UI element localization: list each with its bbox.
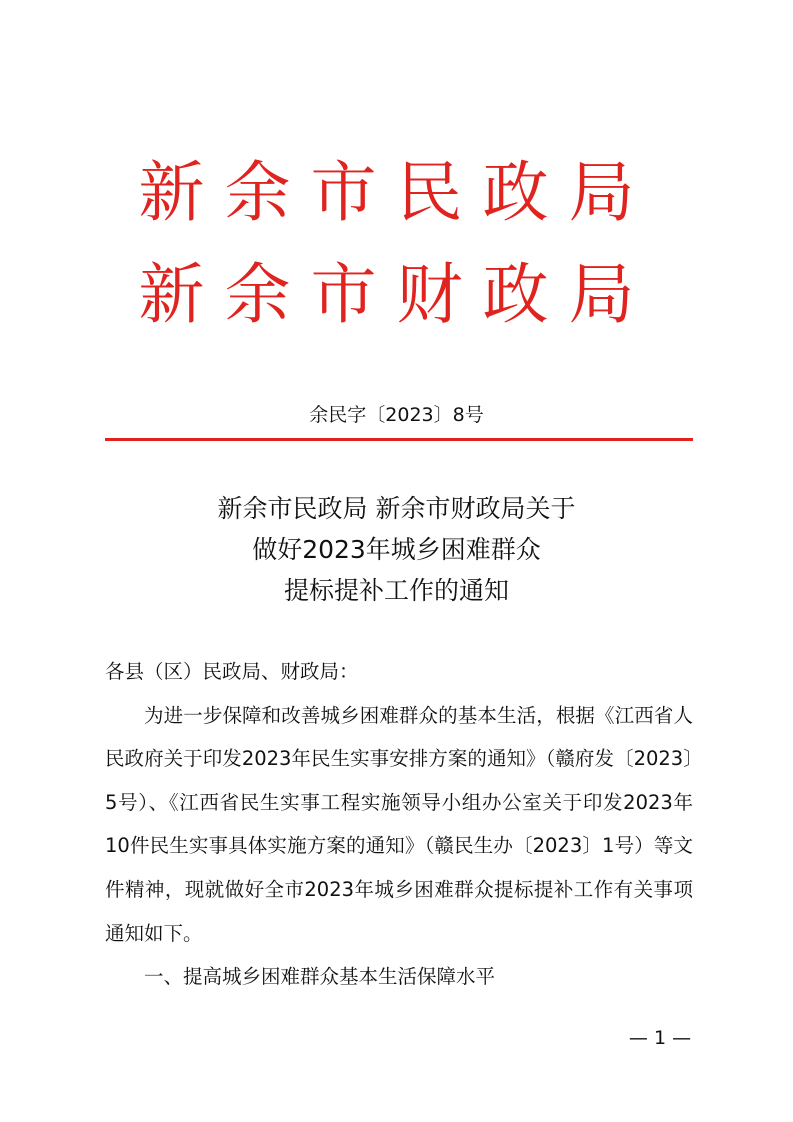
- document-number: 余民字〔2023〕8号: [309, 404, 484, 426]
- document-body: [105, 650, 693, 999]
- title-line-3: 提标提补工作的通知: [283, 576, 509, 605]
- body-paragraph: 为进一步保障和改善城乡困难群众的基本生活，根据《江西省人民政府关于印发2023年民生实事安排方案的通知》（赣府发〔2023〕5号）、《江西省民生实事工程实施领导小组办公室关于印发2023年10件民生实事具体实施方案的通知》（赣民生办〔2023〕1号）等文件精神，现就做好全市2023年城乡困难群众提标提补工作有关事项通知如下。: [105, 703, 693, 945]
- title-line-1: 新余市民政局 新余市财政局关于: [217, 494, 576, 523]
- salutation: 各县（区）民政局、财政局：: [105, 660, 359, 683]
- red-separator-line: [105, 438, 693, 441]
- page-number: — 1 —: [628, 1027, 692, 1049]
- section-heading: 一、提高城乡困难群众基本生活保障水平: [144, 965, 496, 989]
- issuer-name-civil-affairs: 新余市民政局: [138, 154, 655, 231]
- document-title: [0, 488, 793, 611]
- issuer-name-finance: 新余市财政局: [138, 256, 655, 333]
- title-line-2: 做好2023年城乡困难群众: [252, 535, 541, 564]
